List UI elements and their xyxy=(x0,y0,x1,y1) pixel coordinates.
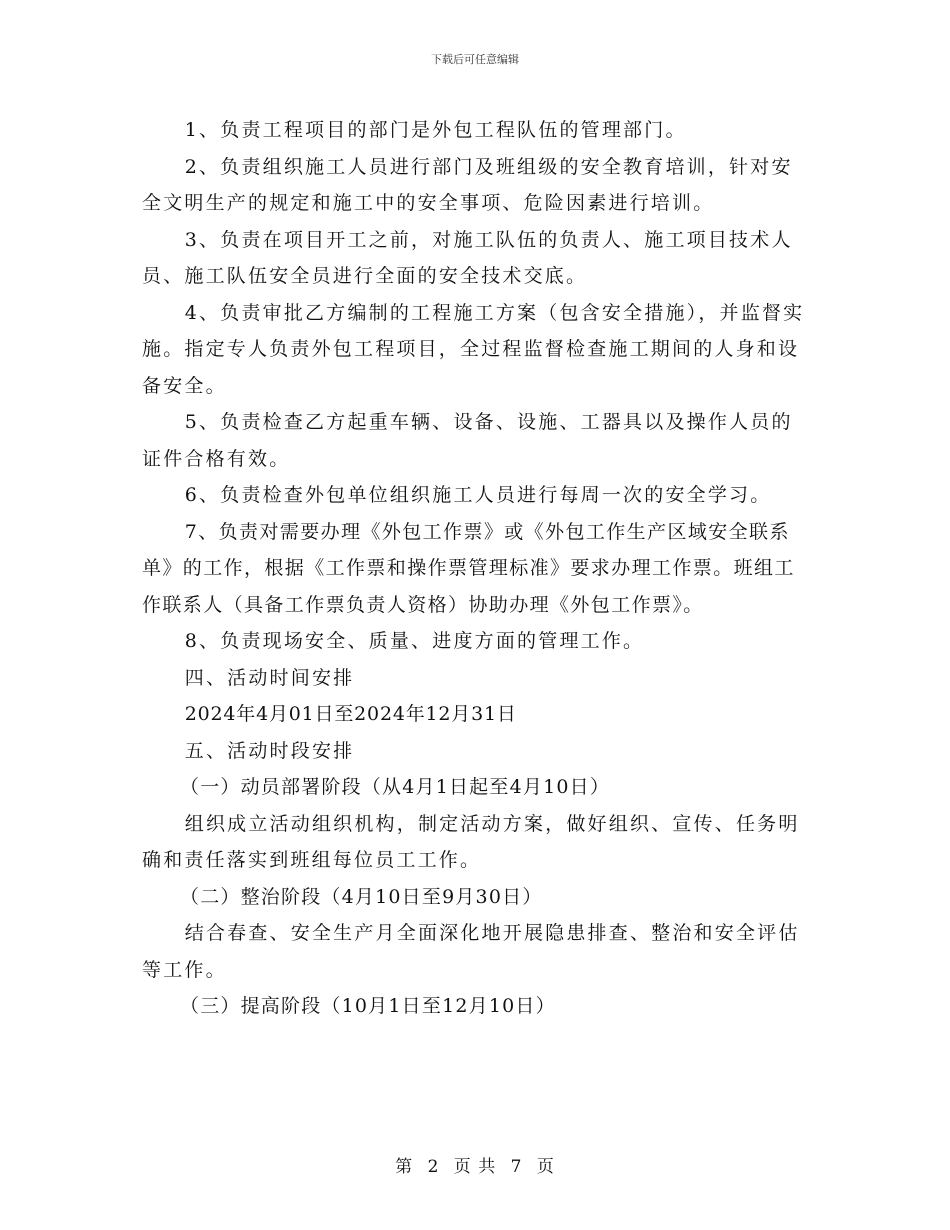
paragraph-item-7: 7、负责对需要办理《外包工作票》或《外包工作生产区域安全联系单》的工作，根据《工作票和操作票管理标准》要求办理工作票。班组工作联系人（具备工作票负责人资格）协助办理《外包工作票》。 xyxy=(142,520,795,616)
paragraph-item-8: 8、负责现场安全、质量、进度方面的管理工作。 xyxy=(184,630,645,652)
phase-body-mobilization: 组织成立活动组织机构，制定活动方案，做好组织、宣传、任务明确和责任落实到班组每位员工工作。 xyxy=(142,812,800,871)
page-label-prefix: 第 xyxy=(395,1157,414,1177)
phase-heading-mobilization: （一）动员部署阶段（从4月1日起至4月10日） xyxy=(180,776,611,798)
paragraph-item-1: 1、负责工程项目的部门是外包工程队伍的管理部门。 xyxy=(184,119,687,141)
document-body xyxy=(142,112,808,1025)
page-current-number: 2 xyxy=(427,1157,440,1177)
paragraph-item-4: 4、负责审批乙方编制的工程施工方案（包含安全措施），并监督实施。指定专人负责外包工程项目，全过程监督检查施工期间的人身和设备安全。 xyxy=(142,301,805,397)
phase-heading-improvement: （三）提高阶段（10月1日至12月10日） xyxy=(180,995,556,1017)
section-heading-schedule: 四、活动时间安排 xyxy=(184,666,355,689)
page-footer xyxy=(0,1157,950,1177)
paragraph-item-6: 6、负责检查外包单位组织施工人员进行每周一次的安全学习。 xyxy=(184,484,772,506)
paragraph-item-5: 5、负责检查乙方起重车辆、设备、设施、工器具以及操作人员的证件合格有效。 xyxy=(142,411,793,470)
activity-date-range: 2024年4月01日至2024年12月31日 xyxy=(184,703,517,725)
paragraph-item-2: 2、负责组织施工人员进行部门及班组级的安全教育培训，针对安全文明生产的规定和施工中的安全事项、危险因素进行培训。 xyxy=(142,155,793,214)
phase-heading-rectification: （二）整治阶段（4月10日至9月30日） xyxy=(180,885,543,908)
phase-body-rectification: 结合春查、安全生产月全面深化地开展隐患排查、整治和安全评估等工作。 xyxy=(142,922,800,981)
page-header: 下载后可任意编辑 xyxy=(431,53,519,66)
page-total-number: 7 xyxy=(510,1157,523,1177)
page-label-mid: 页 共 xyxy=(453,1157,497,1177)
section-heading-phases: 五、活动时段安排 xyxy=(184,739,355,762)
page-label-suffix: 页 xyxy=(536,1157,555,1177)
paragraph-item-3: 3、负责在项目开工之前，对施工队伍的负责人、施工项目技术人员、施工队伍安全员进行全面的安全技术交底。 xyxy=(142,228,793,287)
